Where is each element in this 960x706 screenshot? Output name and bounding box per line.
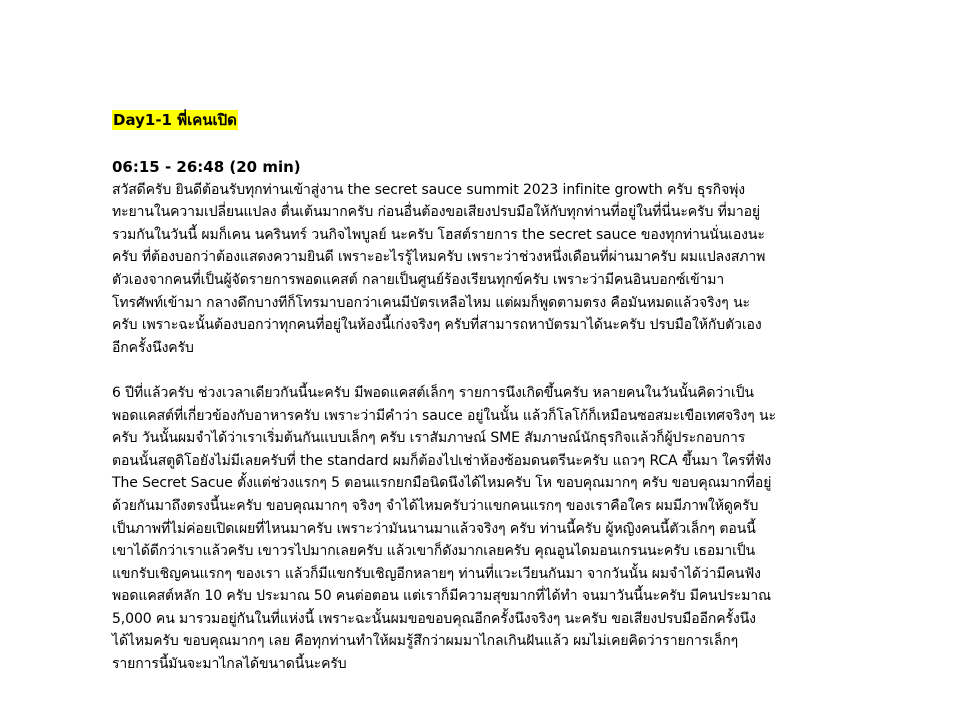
section-heading bbox=[112, 110, 857, 130]
paragraph-line: พอดแคสต์หลัก 10 ครับ ประมาณ 50 คนต่อตอน แต่เราก็มีความสุขมากที่ได้ทำ จนมาวันนี้นะครับ มีคนประมาณ bbox=[112, 588, 771, 605]
paragraph-1 bbox=[112, 179, 857, 360]
paragraph-line: ด้วยกันมาถึงตรงนี้นะครับ ขอบคุณมากๆ จริงๆ จำได้ไหมครับว่าแขกคนแรกๆ ของเราคือใคร ผมมีภาพให้ดูครับ bbox=[112, 497, 759, 514]
paragraph-line: ครับ เพราะฉะนั้นต้องบอกว่าทุกคนที่อยู่ในห้องนี้เก่งจริงๆ ครับที่สามารถหาบัตรมาได้นะครับ ปรบมือให้กับตัวเอง bbox=[112, 317, 762, 334]
paragraph-line: รวมกันในวันนี้ ผมก็เคน นครินทร์ วนกิจไพบูลย์ นะครับ โฮสต์รายการ the secret sauce ของทุกท่านนั่นเองนะ bbox=[112, 226, 765, 243]
highlighted-heading: Day1-1 พี่เคนเปิด bbox=[113, 111, 237, 129]
paragraph-line: 5,000 คน มารวมอยู่กันในที่แห่งนี้ เพราะฉะนั้นผมขอขอบคุณอีกครั้งนึงจริงๆ นะครับ ขอเสียงปรบมืออีกครั้งนึง bbox=[112, 610, 756, 627]
paragraph-line: ครับ วันนั้นผมจำได้ว่าเราเริ่มต้นกันแบบเล็กๆ ครับ เราสัมภาษณ์ SME สัมภาษณ์นักธุรกิจแล้วก็ผู้ประกอบการ bbox=[112, 430, 746, 447]
paragraph-line: ได้ไหมครับ ขอบคุณมากๆ เลย คือทุกท่านทำให้ผมรู้สึกว่าผมมาไกลเกินฝันแล้ว ผมไม่เคยคิดว่ารายการเล็กๆ bbox=[112, 633, 739, 650]
paragraph-spacer bbox=[112, 359, 857, 382]
paragraph-line: The Secret Sacue ตั้งแต่ช่วงแรกๆ 5 ตอนแรกยกมือนิดนึงได้ไหมครับ โห ขอบคุณมากๆ ครับ ขอบคุณมากที่อยู่ bbox=[112, 475, 772, 492]
heading-spacer bbox=[112, 130, 857, 156]
transcript-page bbox=[112, 110, 857, 676]
paragraph-line: ครับ ที่ต้องบอกว่าต้องแสดงความยินดี เพราะอะไรรู้ไหมครับ เพราะว่าช่วงหนึ่งเดือนที่ผ่านมาครับ ผมแปลงสภาพ bbox=[112, 249, 766, 266]
paragraph-line: พอดแคสต์ที่เกี่ยวข้องกับอาหารครับ เพราะว่ามีคำว่า sauce อยู่ในนั้น แล้วก็โลโก้ก็เหมือนซอสมะเขือเทศจริงๆ นะ bbox=[112, 407, 776, 424]
paragraph-line: ตอนนั้นสตูดิโอยังไม่มีเลยครับที่ the standard ผมก็ต้องไปเช่าห้องซ้อมดนตรีนะครับ แถวๆ RCA ขึ้นมา ใครที่ฟัง bbox=[112, 452, 772, 469]
paragraph-line: ทะยานในความเปลี่ยนแปลง ตื่นเต้นมากครับ ก่อนอื่นต้องขอเสียงปรบมือให้กับทุกท่านที่อยู่ในที่นี่นะครับ ที่มาอยู่ bbox=[112, 204, 761, 221]
paragraph-line: เป็นภาพที่ไม่ค่อยเปิดเผยที่ไหนมาครับ เพราะว่ามันนานมาแล้วจริงๆ ครับ ท่านนี้ครับ ผู้หญิงคนนี้ตัวเล็กๆ ตอนนี้ bbox=[112, 520, 756, 537]
paragraph-line: อีกครั้งนึงครับ bbox=[112, 339, 194, 356]
paragraph-line: สวัสดีครับ ยินดีต้อนรับทุกท่านเข้าสู่งาน the secret sauce summit 2023 infinite growth ครับ ธุรกิจพุ่ง bbox=[112, 181, 746, 198]
paragraph-line: แขกรับเชิญคนแรกๆ ของเรา แล้วก็มีแขกรับเชิญอีกหลายๆ ท่านที่แวะเวียนกันมา จากวันนั้น ผมจำได้ว่ามีคนฟัง bbox=[112, 565, 761, 582]
paragraph-line: รายการนี้มันจะมาไกลได้ขนาดนี้นะครับ bbox=[112, 656, 347, 673]
timestamp-range: 06:15 - 26:48 (20 min) bbox=[112, 158, 301, 176]
paragraph-line: 6 ปีที่แล้วครับ ช่วงเวลาเดียวกันนี้นะครับ มีพอดแคสต์เล็กๆ รายการนึงเกิดขึ้นครับ หลายคนในวันนั้นคิดว่าเป็น bbox=[112, 384, 754, 401]
paragraph-2 bbox=[112, 382, 857, 676]
paragraph-line: เขาได้ดีกว่าเราแล้วครับ เขาวรไปมากเลยครับ แล้วเขาก็ดังมากเลยครับ คุณอูนไดมอนเกรนนะครับ เธอมาเป็น bbox=[112, 543, 756, 560]
paragraph-line: ตัวเองจากคนที่เป็นผู้จัดรายการพอดแคสต์ กลายเป็นศูนย์ร้องเรียนทุกข์ครับ เพราะว่ามีคนอินบอกซ์เข้ามา bbox=[112, 271, 725, 288]
paragraph-line: โทรศัพท์เข้ามา กลางดึกบางทีก็โทรมาบอกว่าเคนมีบัตรเหลือไหม แต่ผมก็พูดตามตรง คือมันหมดแล้วจริงๆ นะ bbox=[112, 294, 750, 311]
